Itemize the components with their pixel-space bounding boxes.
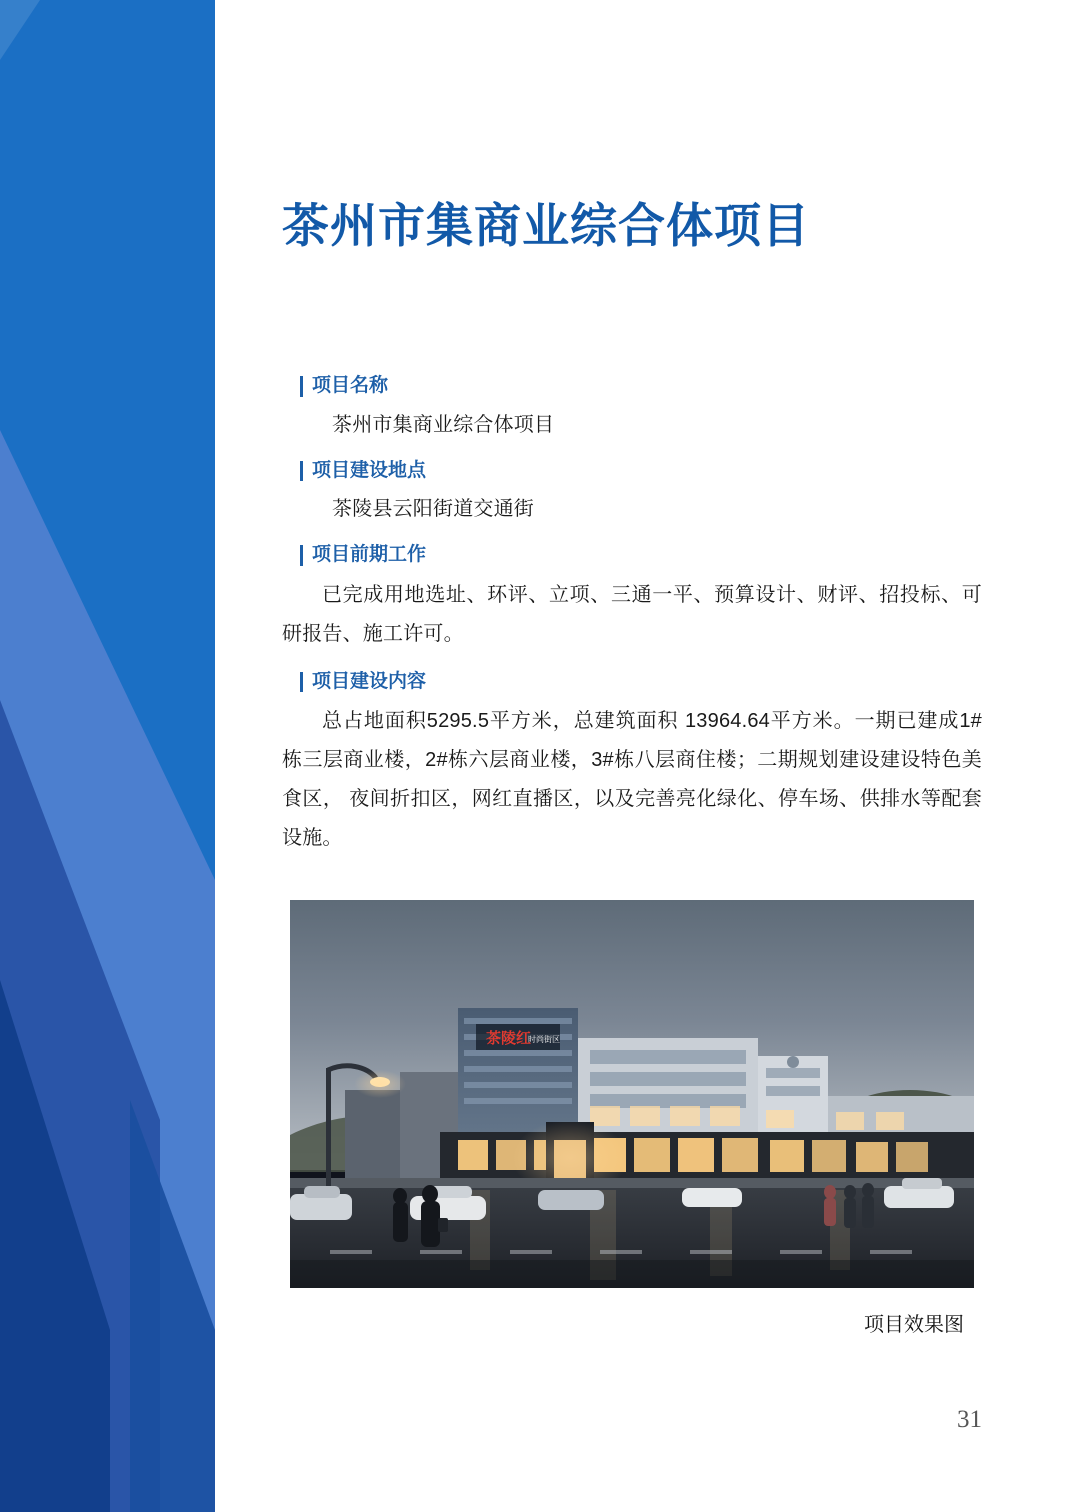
page-title: 茶州市集商业综合体项目: [282, 199, 810, 253]
section-preliminary-work: [282, 541, 982, 654]
section-project-name: [282, 372, 982, 441]
project-figure: [290, 900, 974, 1337]
section-heading: 项目建设地点: [300, 457, 982, 486]
section-heading: 项目建设内容: [300, 668, 982, 697]
figure-caption: 项目效果图: [864, 1314, 964, 1336]
body-sections: [282, 372, 982, 872]
section-project-location: [282, 457, 982, 526]
section-heading: 项目前期工作: [300, 541, 982, 570]
section-text: 茶陵县云阳街道交通街: [332, 498, 534, 520]
svg-text:茶陵红: 茶陵红: [486, 1030, 532, 1047]
section-text: 已完成用地选址、环评、立项、三通一平、预算设计、财评、招投标、可研报告、施工许可。: [282, 583, 982, 645]
section-text: 茶州市集商业综合体项目: [332, 413, 555, 436]
page-number: 31: [957, 1406, 982, 1433]
section-text: 总占地面积5295.5平方米，总建筑面积 13964.64平方米。一期已建成1#栋三层商业楼，2#栋六层商业楼，3#栋八层商住楼；二期规划建设建设特色美食区， 夜间折扣区，网红直播区，以及完善亮化绿化、停车场、供排水等配套设施。: [282, 710, 982, 849]
svg-text:时尚街区: 时尚街区: [528, 1035, 560, 1044]
project-rendering-image: [290, 900, 974, 1288]
left-decorative-band: [0, 0, 240, 1512]
section-construction-content: [282, 668, 982, 859]
section-heading: 项目名称: [300, 372, 982, 401]
content-column: [282, 0, 982, 1512]
